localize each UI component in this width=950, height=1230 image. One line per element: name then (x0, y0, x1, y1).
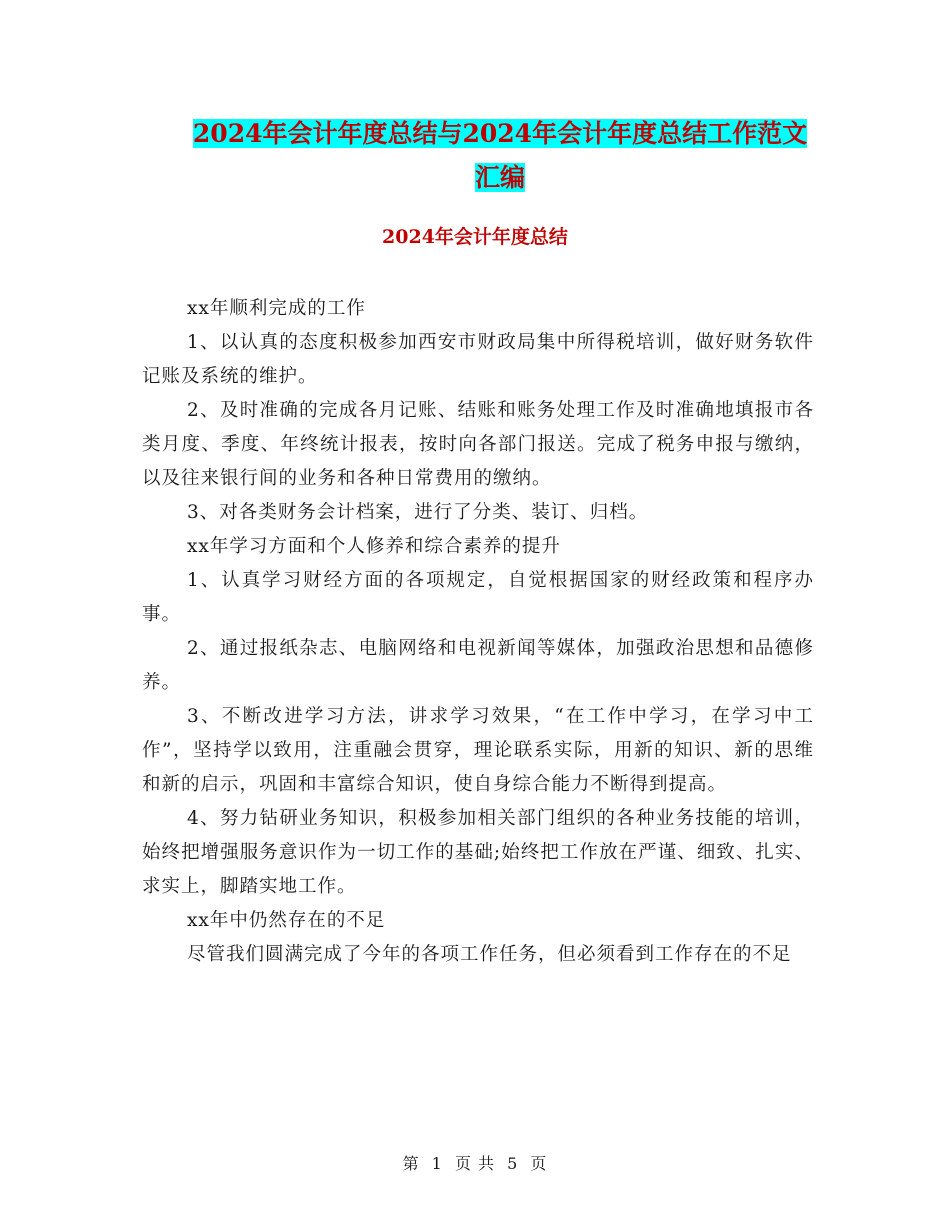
paragraph: 1、认真学习财经方面的各项规定，自觉根据国家的财经政策和程序办事。 (142, 570, 814, 625)
page-footer (0, 1152, 950, 1176)
paragraph: 3、对各类财务会计档案，进行了分类、装订、归档。 (187, 502, 649, 523)
paragraph: xx年顺利完成的工作 (187, 298, 366, 319)
paragraph: 1、以认真的态度积极参加西安市财政局集中所得税培训，做好财务软件记账及系统的维护。 (142, 332, 814, 387)
page-total-number: 5 (507, 1154, 519, 1173)
paragraph: 4、努力钻研业务知识，积极参加相关部门组织的各种业务技能的培训，始终把增强服务意识作为一切工作的基础;始终把工作放在严谨、细致、扎实、求实上，脚踏实地工作。 (142, 808, 814, 897)
document-title (120, 112, 880, 200)
section-title: 2024年会计年度总结 (382, 226, 568, 248)
page-label-prefix: 第 (402, 1154, 420, 1173)
page-label-suffix: 页 (530, 1154, 548, 1173)
page-current-number: 1 (431, 1154, 443, 1173)
paragraph: xx年中仍然存在的不足 (187, 910, 386, 931)
document-title-line-2: 汇编 (474, 163, 525, 192)
paragraph: 2、通过报纸杂志、电脑网络和电视新闻等媒体，加强政治思想和品德修养。 (142, 638, 814, 693)
paragraph: 2、及时准确的完成各月记账、结账和账务处理工作及时准确地填报市各类月度、季度、年终统计报表，按时向各部门报送。完成了税务申报与缴纳，以及往来银行间的业务和各种日常费用的缴纳。 (142, 400, 814, 489)
document-body (142, 292, 814, 972)
paragraph: xx年学习方面和个人修养和综合素养的提升 (187, 536, 561, 557)
paragraph: 尽管我们圆满完成了今年的各项工作任务，但必须看到工作存在的不足 (187, 944, 792, 965)
document-title-line-1: 2024年会计年度总结与2024年会计年度总结工作范文 (192, 119, 808, 148)
paragraph: 3、不断改进学习方法，讲求学习效果，“在工作中学习，在学习中工作”，坚持学以致用，注重融会贯穿，理论联系实际，用新的知识、新的思维和新的启示，巩固和丰富综合知识，使自身综合能力不断得到提高。 (142, 706, 814, 795)
page-label-mid: 页 共 (454, 1154, 496, 1173)
